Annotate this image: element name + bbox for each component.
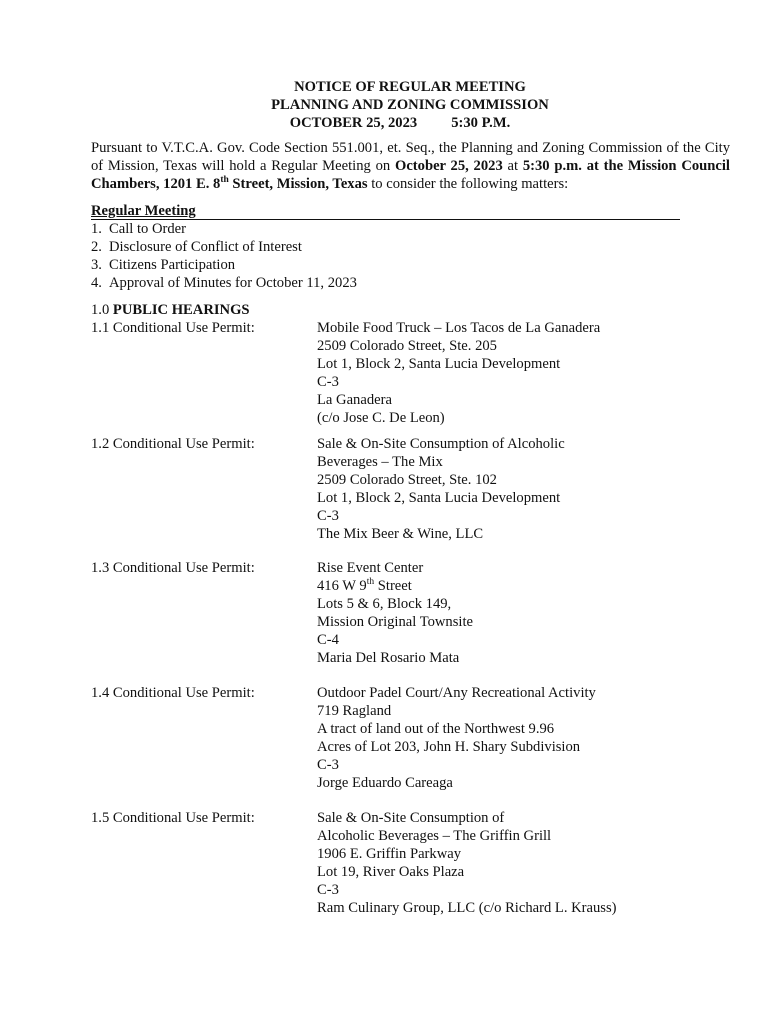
public-hearings-number: 1.0 bbox=[91, 302, 110, 318]
agenda-item bbox=[91, 274, 357, 292]
header-title: NOTICE OF REGULAR MEETING bbox=[294, 79, 526, 95]
agenda-item bbox=[91, 220, 357, 238]
hearing-detail-line: C-4 bbox=[317, 632, 339, 648]
intro-location-2: Street, Mission, Texas bbox=[228, 176, 368, 192]
regular-meeting-heading-text: Regular Meeting bbox=[91, 203, 196, 219]
intro-text-1: Pursuant to V.T.C.A. Gov. Code Section 551.001, et. Seq., the Planning and Zoning Commission of the City of Mission, Texas will hold a Regular Meeting on bbox=[91, 140, 730, 174]
hearing-detail-line: Sale & On-Site Consumption of bbox=[317, 810, 505, 826]
agenda-item-text: Disclosure of Conflict of Interest bbox=[109, 239, 302, 255]
hearing-item-details bbox=[317, 435, 565, 543]
hearing-detail-line: Alcoholic Beverages – The Griffin Grill bbox=[317, 828, 552, 844]
hearing-item-label: 1.4 Conditional Use Permit: bbox=[91, 685, 255, 701]
header-date-time bbox=[0, 114, 770, 132]
agenda-item-number: 1. bbox=[91, 221, 102, 237]
intro-location-sup: th bbox=[220, 175, 229, 186]
hearing-detail-line: Mission Original Townsite bbox=[317, 614, 473, 630]
intro-paragraph bbox=[91, 139, 730, 193]
hearing-detail-line: Lot 1, Block 2, Santa Lucia Development bbox=[317, 490, 561, 506]
hearing-item-label: 1.3 Conditional Use Permit: bbox=[91, 560, 255, 576]
hearing-detail-line: Acres of Lot 203, John H. Shary Subdivision bbox=[317, 739, 581, 755]
intro-location-1: 5:30 p.m. at the Mission Council Chambers, 1201 E. 8 bbox=[91, 158, 730, 192]
hearing-detail-line: Maria Del Rosario Mata bbox=[317, 650, 460, 666]
hearing-detail-line: Lot 19, River Oaks Plaza bbox=[317, 864, 465, 880]
hearing-detail-line: C-3 bbox=[317, 882, 339, 898]
address-sup: th bbox=[366, 577, 375, 588]
hearing-item-details bbox=[317, 319, 600, 427]
agenda-list bbox=[91, 220, 357, 292]
hearing-detail-line: La Ganadera bbox=[317, 392, 392, 408]
header-time: 5:30 P.M. bbox=[451, 115, 511, 131]
hearing-detail-line: Lot 1, Block 2, Santa Lucia Development bbox=[317, 356, 561, 372]
hearing-detail-line: C-3 bbox=[317, 508, 339, 524]
hearing-item-details bbox=[317, 809, 617, 917]
regular-meeting-heading bbox=[91, 202, 680, 220]
agenda-item-text: Citizens Participation bbox=[109, 257, 236, 273]
hearing-item-details bbox=[317, 684, 596, 792]
notice-header bbox=[0, 78, 770, 132]
hearing-detail-line: Beverages – The Mix bbox=[317, 454, 443, 470]
agenda-item-text: Call to Order bbox=[109, 221, 187, 237]
hearing-detail-line: C-3 bbox=[317, 757, 339, 773]
agenda-item-text: Approval of Minutes for October 11, 2023 bbox=[109, 275, 357, 291]
hearing-detail-line: Mobile Food Truck – Los Tacos de La Ganadera bbox=[317, 320, 601, 336]
public-hearings-heading bbox=[91, 301, 250, 319]
hearing-item-label: 1.5 Conditional Use Permit: bbox=[91, 810, 255, 826]
hearing-detail-line: Jorge Eduardo Careaga bbox=[317, 775, 453, 791]
hearing-detail-line: Ram Culinary Group, LLC (c/o Richard L. Krauss) bbox=[317, 900, 617, 916]
intro-text-2: to consider the following matters: bbox=[367, 176, 569, 192]
hearing-item-label: 1.2 Conditional Use Permit: bbox=[91, 436, 255, 452]
hearing-detail-line: Sale & On-Site Consumption of Alcoholic bbox=[317, 436, 565, 452]
header-date: OCTOBER 25, 2023 bbox=[289, 115, 418, 131]
header-commission: PLANNING AND ZONING COMMISSION bbox=[271, 97, 549, 113]
public-hearings-title: PUBLIC HEARINGS bbox=[112, 302, 250, 318]
hearing-detail-line: 1906 E. Griffin Parkway bbox=[317, 846, 462, 862]
hearing-detail-line: 2509 Colorado Street, Ste. 102 bbox=[317, 472, 497, 488]
hearing-item-label: 1.1 Conditional Use Permit: bbox=[91, 320, 255, 336]
hearing-detail-line: Lots 5 & 6, Block 149, bbox=[317, 596, 452, 612]
hearing-detail-line: Rise Event Center bbox=[317, 560, 424, 576]
intro-at: at bbox=[502, 158, 523, 174]
hearing-detail-line: The Mix Beer & Wine, LLC bbox=[317, 526, 484, 542]
hearing-detail-line: A tract of land out of the Northwest 9.96 bbox=[317, 721, 555, 737]
hearing-detail-line: C-3 bbox=[317, 374, 339, 390]
hearing-detail-line: (c/o Jose C. De Leon) bbox=[317, 410, 445, 426]
hearing-detail-line: 2509 Colorado Street, Ste. 205 bbox=[317, 338, 497, 354]
hearing-detail-address bbox=[317, 577, 473, 595]
agenda-item bbox=[91, 256, 357, 274]
agenda-item bbox=[91, 238, 357, 256]
intro-date: October 25, 2023 bbox=[394, 158, 503, 174]
agenda-item-number: 4. bbox=[91, 275, 102, 291]
agenda-item-number: 2. bbox=[91, 239, 102, 255]
address-part: Street bbox=[374, 578, 412, 594]
hearing-detail-line: Outdoor Padel Court/Any Recreational Activity bbox=[317, 685, 596, 701]
address-part: 416 W 9 bbox=[317, 578, 367, 594]
agenda-item-number: 3. bbox=[91, 257, 102, 273]
hearing-detail-line: 719 Ragland bbox=[317, 703, 392, 719]
hearing-item-details bbox=[317, 559, 473, 667]
